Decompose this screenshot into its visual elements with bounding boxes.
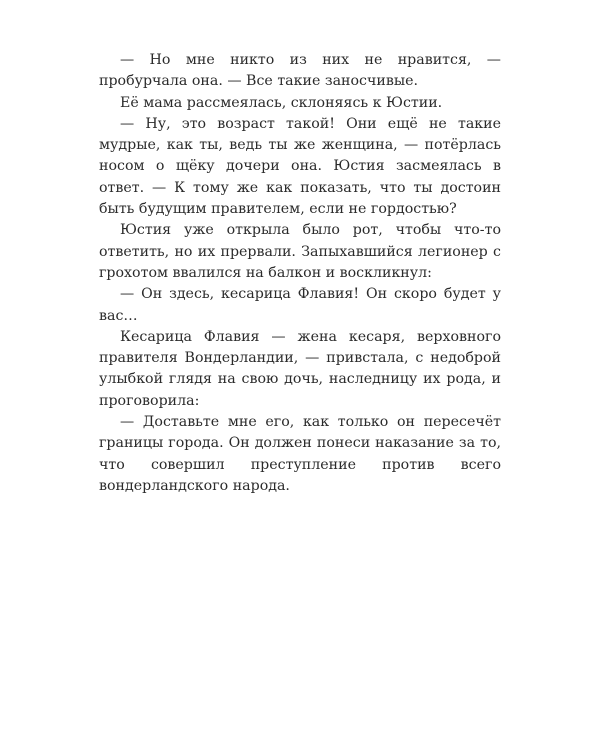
paragraph: — Ну, это возраст такой! Они ещё не такие мудрые, как ты, ведь ты же женщина, — потёрлась носом о щёку дочери она. Юстия засмеялась в ответ. — К тому же как показать, что ты достоин быть будущим правителем, если не гордостью?	[99, 115, 501, 218]
page-text	[99, 50, 501, 497]
paragraph: Её мама рассмеялась, склоняясь к Юстии.	[120, 94, 443, 111]
paragraph: — Доставьте мне его, как только он пересечёт границы города. Он должен понеси наказание за то, что совершил преступление против всего вондерландского народа.	[99, 414, 501, 494]
paragraph: — Он здесь, кесарица Флавия! Он скоро будет у вас…	[99, 286, 501, 324]
paragraph: — Но мне никто из них не нравится, — пробурчала она. — Все такие заносчивые.	[99, 52, 501, 90]
paragraph: Кесарица Флавия — жена кесаря, верховного правителя Вондерландии, — привстала, с недоброй улыбкой глядя на свою дочь, наследницу их рода, и проговорила:	[99, 328, 501, 409]
paragraph: Юстия уже открыла было рот, чтобы что-то ответить, но их прервали. Запыхавшийся легионер с грохотом ввалился на балкон и воскликнул:	[99, 222, 501, 281]
